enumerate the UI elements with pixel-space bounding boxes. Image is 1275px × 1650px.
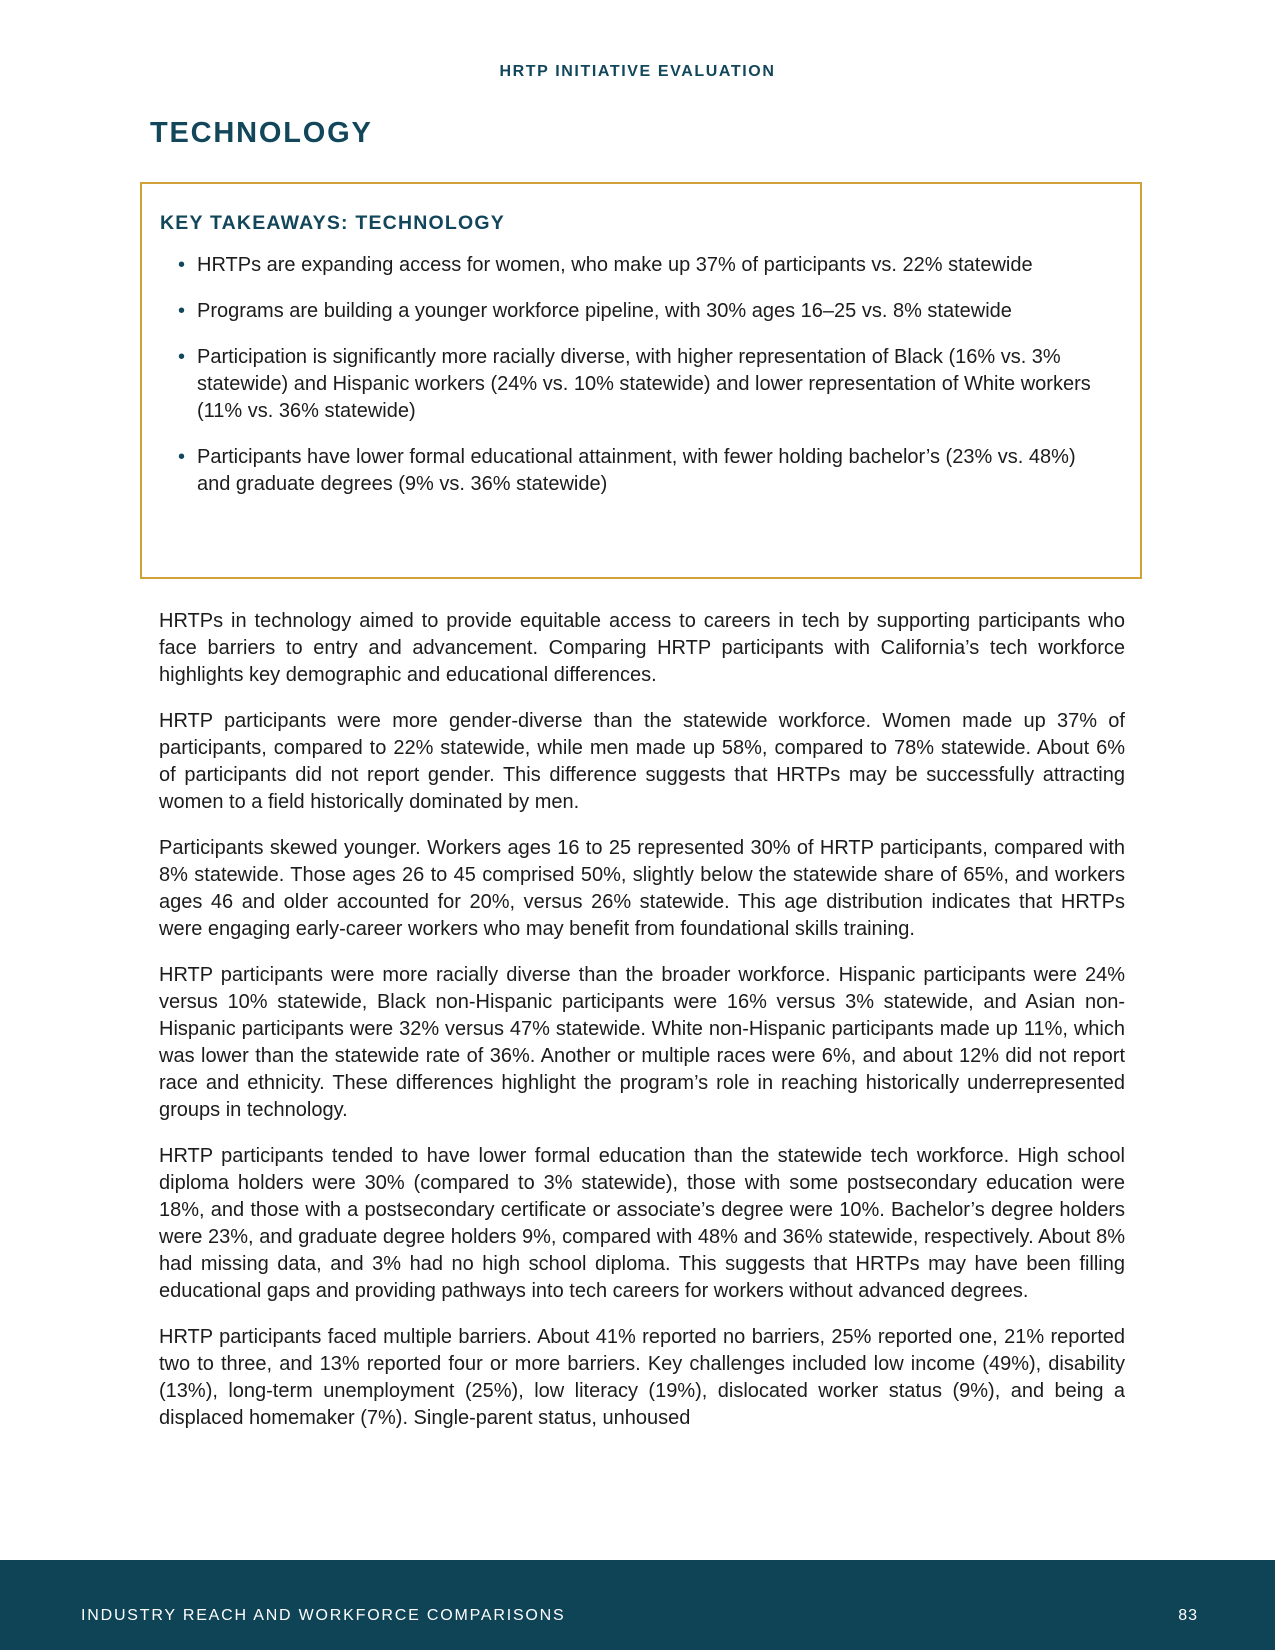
bullet-icon: • — [178, 300, 186, 322]
body-paragraph: HRTP participants were more gender-diverse than the statewide workforce. Women made up 37% of participants, compared to 22% statewide, while men made up 58%, compared to 78% statewide. About 6% of participants did not report gender. This difference suggests that HRTPs may be successfully attracting women to a field historically dominated by men. — [159, 710, 1125, 813]
takeaway-item — [160, 252, 1102, 279]
takeaway-item — [160, 298, 1102, 325]
body-paragraph: HRTP participants were more racially diverse than the broader workforce. Hispanic participants were 24% versus 10% statewide, Black non-Hispanic participants were 16% versus 3% statewide, and Asian non-Hispanic participants were 32% versus 47% statewide. White non-Hispanic participants made up 11%, which was lower than the statewide rate of 36%. Another or multiple races were 6%, and about 12% did not report race and ethnicity. These differences highlight the program’s role in reaching historically underrepresented groups in technology. — [159, 964, 1125, 1121]
key-takeaways-title: KEY TAKEAWAYS: TECHNOLOGY — [160, 212, 505, 234]
takeaway-item — [160, 344, 1102, 425]
bullet-icon: • — [178, 346, 186, 368]
key-takeaways-box — [140, 182, 1142, 579]
key-takeaways-list — [160, 252, 1102, 498]
body-paragraph: Participants skewed younger. Workers ages 16 to 25 represented 30% of HRTP participants, compared with 8% statewide. Those ages 26 to 45 comprised 50%, slightly below the statewide share of 65%, and workers ages 46 and older accounted for 20%, versus 26% statewide. This age distribution indicates that HRTPs were engaging early-career workers who may benefit from foundational skills training. — [159, 837, 1125, 940]
footer-section-label: INDUSTRY REACH AND WORKFORCE COMPARISONS — [81, 1607, 566, 1624]
section-title: TECHNOLOGY — [150, 117, 373, 149]
body-paragraph: HRTP participants tended to have lower formal education than the statewide tech workforce. High school diploma holders were 30% (compared to 3% statewide), those with some postsecondary education were 18%, and those with a postsecondary certificate or associate’s degree were 10%. Bachelor’s degree holders were 23%, and graduate degree holders 9%, compared with 48% and 36% statewide, respectively. About 8% had missing data, and 3% had no high school diploma. This suggests that HRTPs may have been filling educational gaps and providing pathways into tech careers for workers without advanced degrees. — [159, 1145, 1125, 1302]
body-paragraph: HRTP participants faced multiple barriers. About 41% reported no barriers, 25% reported one, 21% reported two to three, and 13% reported four or more barriers. Key challenges included low income (49%), disability (13%), long-term unemployment (25%), low literacy (19%), dislocated worker status (9%), and being a displaced homemaker (7%). Single-parent status, unhoused — [159, 1326, 1125, 1429]
body-paragraph: HRTPs in technology aimed to provide equitable access to careers in tech by supporting participants who face barriers to entry and advancement. Comparing HRTP participants with California’s tech workforce highlights key demographic and educational differences. — [159, 610, 1125, 686]
takeaway-text: Participation is significantly more racially diverse, with higher representation of Black (16% vs. 3% statewide) and Hispanic workers (24% vs. 10% statewide) and lower representation of White workers (11% vs. 36% statewide) — [197, 346, 1091, 422]
page-footer — [0, 1560, 1275, 1650]
takeaway-text: Programs are building a younger workforce pipeline, with 30% ages 16–25 vs. 8% statewide — [197, 300, 1012, 322]
bullet-icon: • — [178, 446, 186, 468]
running-header: HRTP INITIATIVE EVALUATION — [499, 63, 776, 80]
takeaway-text: Participants have lower formal educational attainment, with fewer holding bachelor’s (23% vs. 48%) and graduate degrees (9% vs. 36% statewide) — [197, 446, 1076, 495]
page-number: 83 — [1178, 1607, 1198, 1624]
takeaway-text: HRTPs are expanding access for women, who make up 37% of participants vs. 22% statewide — [197, 254, 1033, 276]
bullet-icon: • — [178, 254, 186, 276]
body-text — [159, 608, 1125, 1451]
takeaway-item — [160, 444, 1102, 498]
